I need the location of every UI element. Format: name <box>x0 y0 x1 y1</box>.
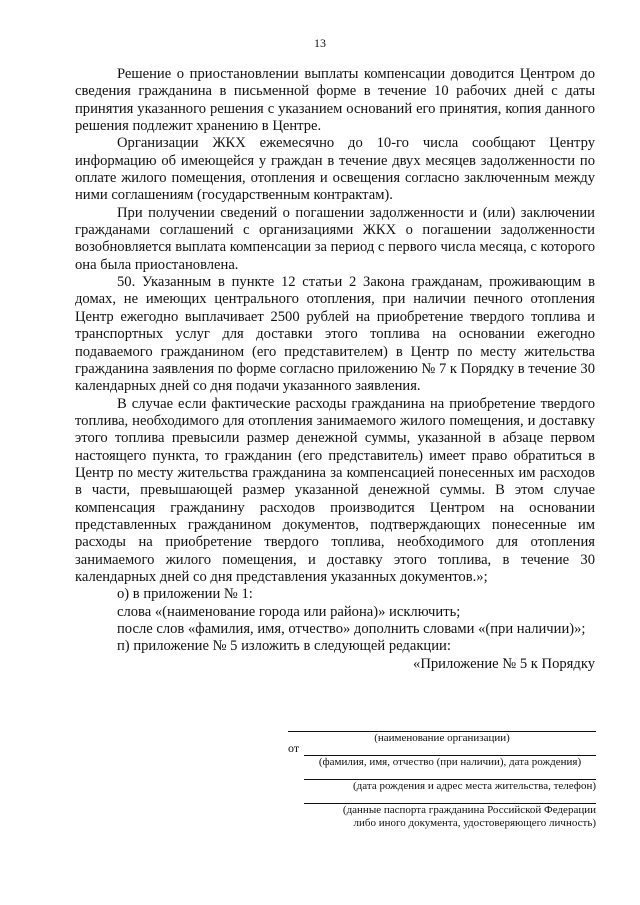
applicant-name-row <box>288 741 596 769</box>
passport-caption-line-1: (данные паспорта гражданина Российской Федерации <box>342 804 596 816</box>
address-caption: (дата рождения и адрес места жительства, телефон) <box>353 780 596 792</box>
page-number: 13 <box>314 36 326 50</box>
organization-caption: (наименование организации) <box>374 732 510 744</box>
paragraph-words-excluded: слова «(наименование города или района)» исключить; <box>117 603 461 620</box>
document-body <box>75 66 595 673</box>
organization-row <box>288 731 596 745</box>
paragraph-excess-expenses: В случае если фактические расходы гражданина на приобретение твердого топлива, необходимого для отопления занимаемого жилого помещения, и доставку этого топлива превысили размер денежной суммы, указанной в абзаце первом настоящего пункта, то гражданин (его представитель) имеет право обратиться в Центр по месту жительства гражданина за компенсацией понесенных им расходов в части, превышающей размер указанной денежной суммы. В этом случае компенсация гражданину расходов производится Центром на основании представленных гражданином документов, подтверждающих понесенные им расходы на приобретение твердого топлива, необходимого для отопления занимаемого жилого помещения, и доставку этого топлива, в течение 30 календарных дней со дня представления указанных документов.»; <box>75 395 595 585</box>
address-row <box>288 779 596 793</box>
paragraph-utility-organizations: Организации ЖКХ ежемесячно до 10-го числа сообщают Центру информацию об имеющейся у граждан в течение двух месяцев задолженности по оплате жилого помещения, отопления и освещения согласно заключенным между ними соглашениям (государственным контрактам). <box>75 135 595 204</box>
paragraph-payment-resumption: При получении сведений о погашении задолженности и (или) заключении гражданами соглашений с организациями ЖКХ о погашении задолженности возобновляется выплата компенсации за период с первого числа месяца, с которого она была приостановлена. <box>75 204 595 273</box>
applicant-name-caption: (фамилия, имя, отчество (при наличии), дата рождения) <box>318 756 582 768</box>
appendix-heading: «Приложение № 5 к Порядку <box>413 655 595 672</box>
application-header-form <box>288 731 596 830</box>
from-label: от <box>288 741 300 755</box>
paragraph-suspension-notice: Решение о приостановлении выплаты компенсации доводится Центром до сведения гражданина в письменной форме в течение 10 рабочих дней с даты принятия указанного решения с указанием оснований его принятия, копия данного решения подлежит хранению в Центре. <box>75 66 595 135</box>
paragraph-subitem-p: п) приложение № 5 изложить в следующей редакции: <box>117 638 451 655</box>
passport-row <box>288 803 596 830</box>
paragraph-subitem-o: о) в приложении № 1: <box>117 586 253 603</box>
passport-caption-line-2: либо иного документа, удостоверяющего личность) <box>353 817 596 829</box>
paragraph-item-50: 50. Указанным в пункте 12 статьи 2 Закона гражданам, проживающим в домах, не имеющих центрального отопления, при наличии печного отопления Центр ежегодно выплачивает 2500 рублей на приобретение твердого топлива и транспортных услуг для доставки этого топлива на основании ежегодно подаваемого гражданином (его представителем) в Центр по месту жительства гражданина заявления по форме согласно приложению № 7 к Порядку в течение 30 календарных дней со дня подачи указанного заявления. <box>75 274 595 395</box>
paragraph-words-added: после слов «фамилия, имя, отчество» дополнить словами «(при наличии)»; <box>117 621 586 637</box>
